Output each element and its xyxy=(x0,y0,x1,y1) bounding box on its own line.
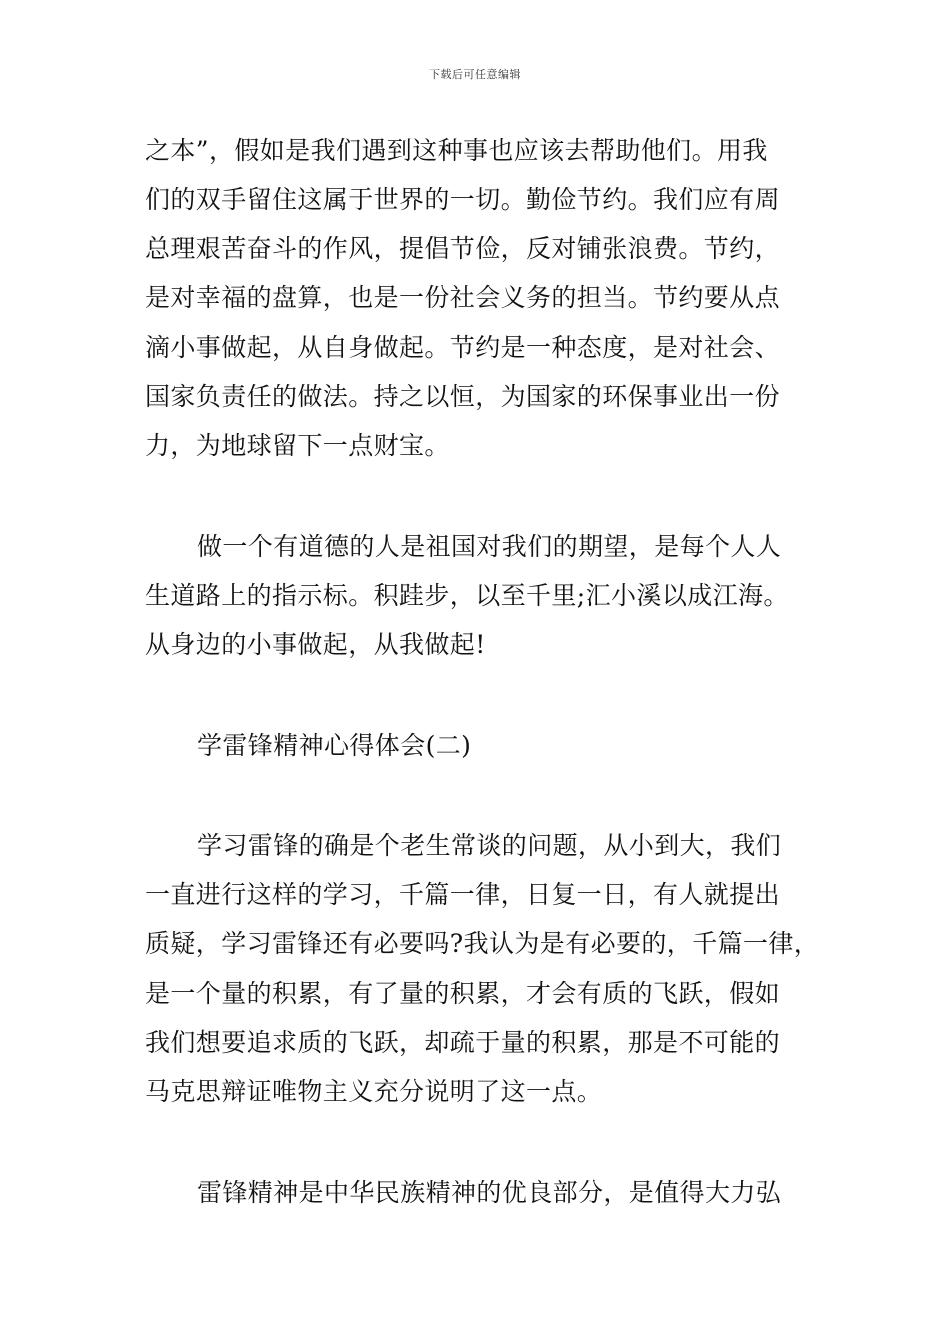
text-line: 雷锋精神是中华民族精神的优良部分，是值得大力弘 xyxy=(197,1178,782,1207)
page-header: 下载后可任意编辑 xyxy=(429,68,521,81)
text-line: 学习雷锋的确是个老生常谈的问题，从小到大，我们 xyxy=(197,831,782,860)
text-line: 生道路上的指示标。积跬步，以至千里;汇小溪以成江海。 xyxy=(145,581,789,610)
heading-text: 学雷锋精神心得体会(二) xyxy=(197,731,472,760)
text-line: 们的双手留住这属于世界的一切。勤俭节约。我们应有周 xyxy=(145,185,781,214)
text-line: 力，为地球留下一点财宝。 xyxy=(145,431,450,460)
text-line: 质疑，学习雷锋还有必要吗?我认为是有必要的，千篇一律， xyxy=(145,929,820,958)
text-line: 滴小事做起，从自身做起。节约是一种态度，是对社会、 xyxy=(145,333,781,362)
text-line: 做一个有道德的人是祖国对我们的期望，是每个人人 xyxy=(197,532,782,561)
text-line: 国家负责任的做法。持之以恒，为国家的环保事业出一份 xyxy=(145,382,781,411)
text-line: 是对幸福的盘算，也是一份社会义务的担当。节约要从点 xyxy=(145,283,781,312)
text-line: 总理艰苦奋斗的作风，提倡节俭，反对铺张浪费。节约， xyxy=(145,234,781,263)
text-line: 马克思辩证唯物主义充分说明了这一点。 xyxy=(145,1077,603,1106)
text-line: 从身边的小事做起，从我做起! xyxy=(145,630,486,659)
text-line: 我们想要追求质的飞跃，却疏于量的积累，那是不可能的 xyxy=(145,1028,781,1057)
text-line: 之本”，假如是我们遇到这种事也应该去帮助他们。用我 xyxy=(145,136,768,165)
text-line: 一直进行这样的学习，千篇一律，日复一日，有人就提出 xyxy=(145,880,781,909)
text-line: 是一个量的积累，有了量的积累，才会有质的飞跃，假如 xyxy=(145,979,781,1008)
